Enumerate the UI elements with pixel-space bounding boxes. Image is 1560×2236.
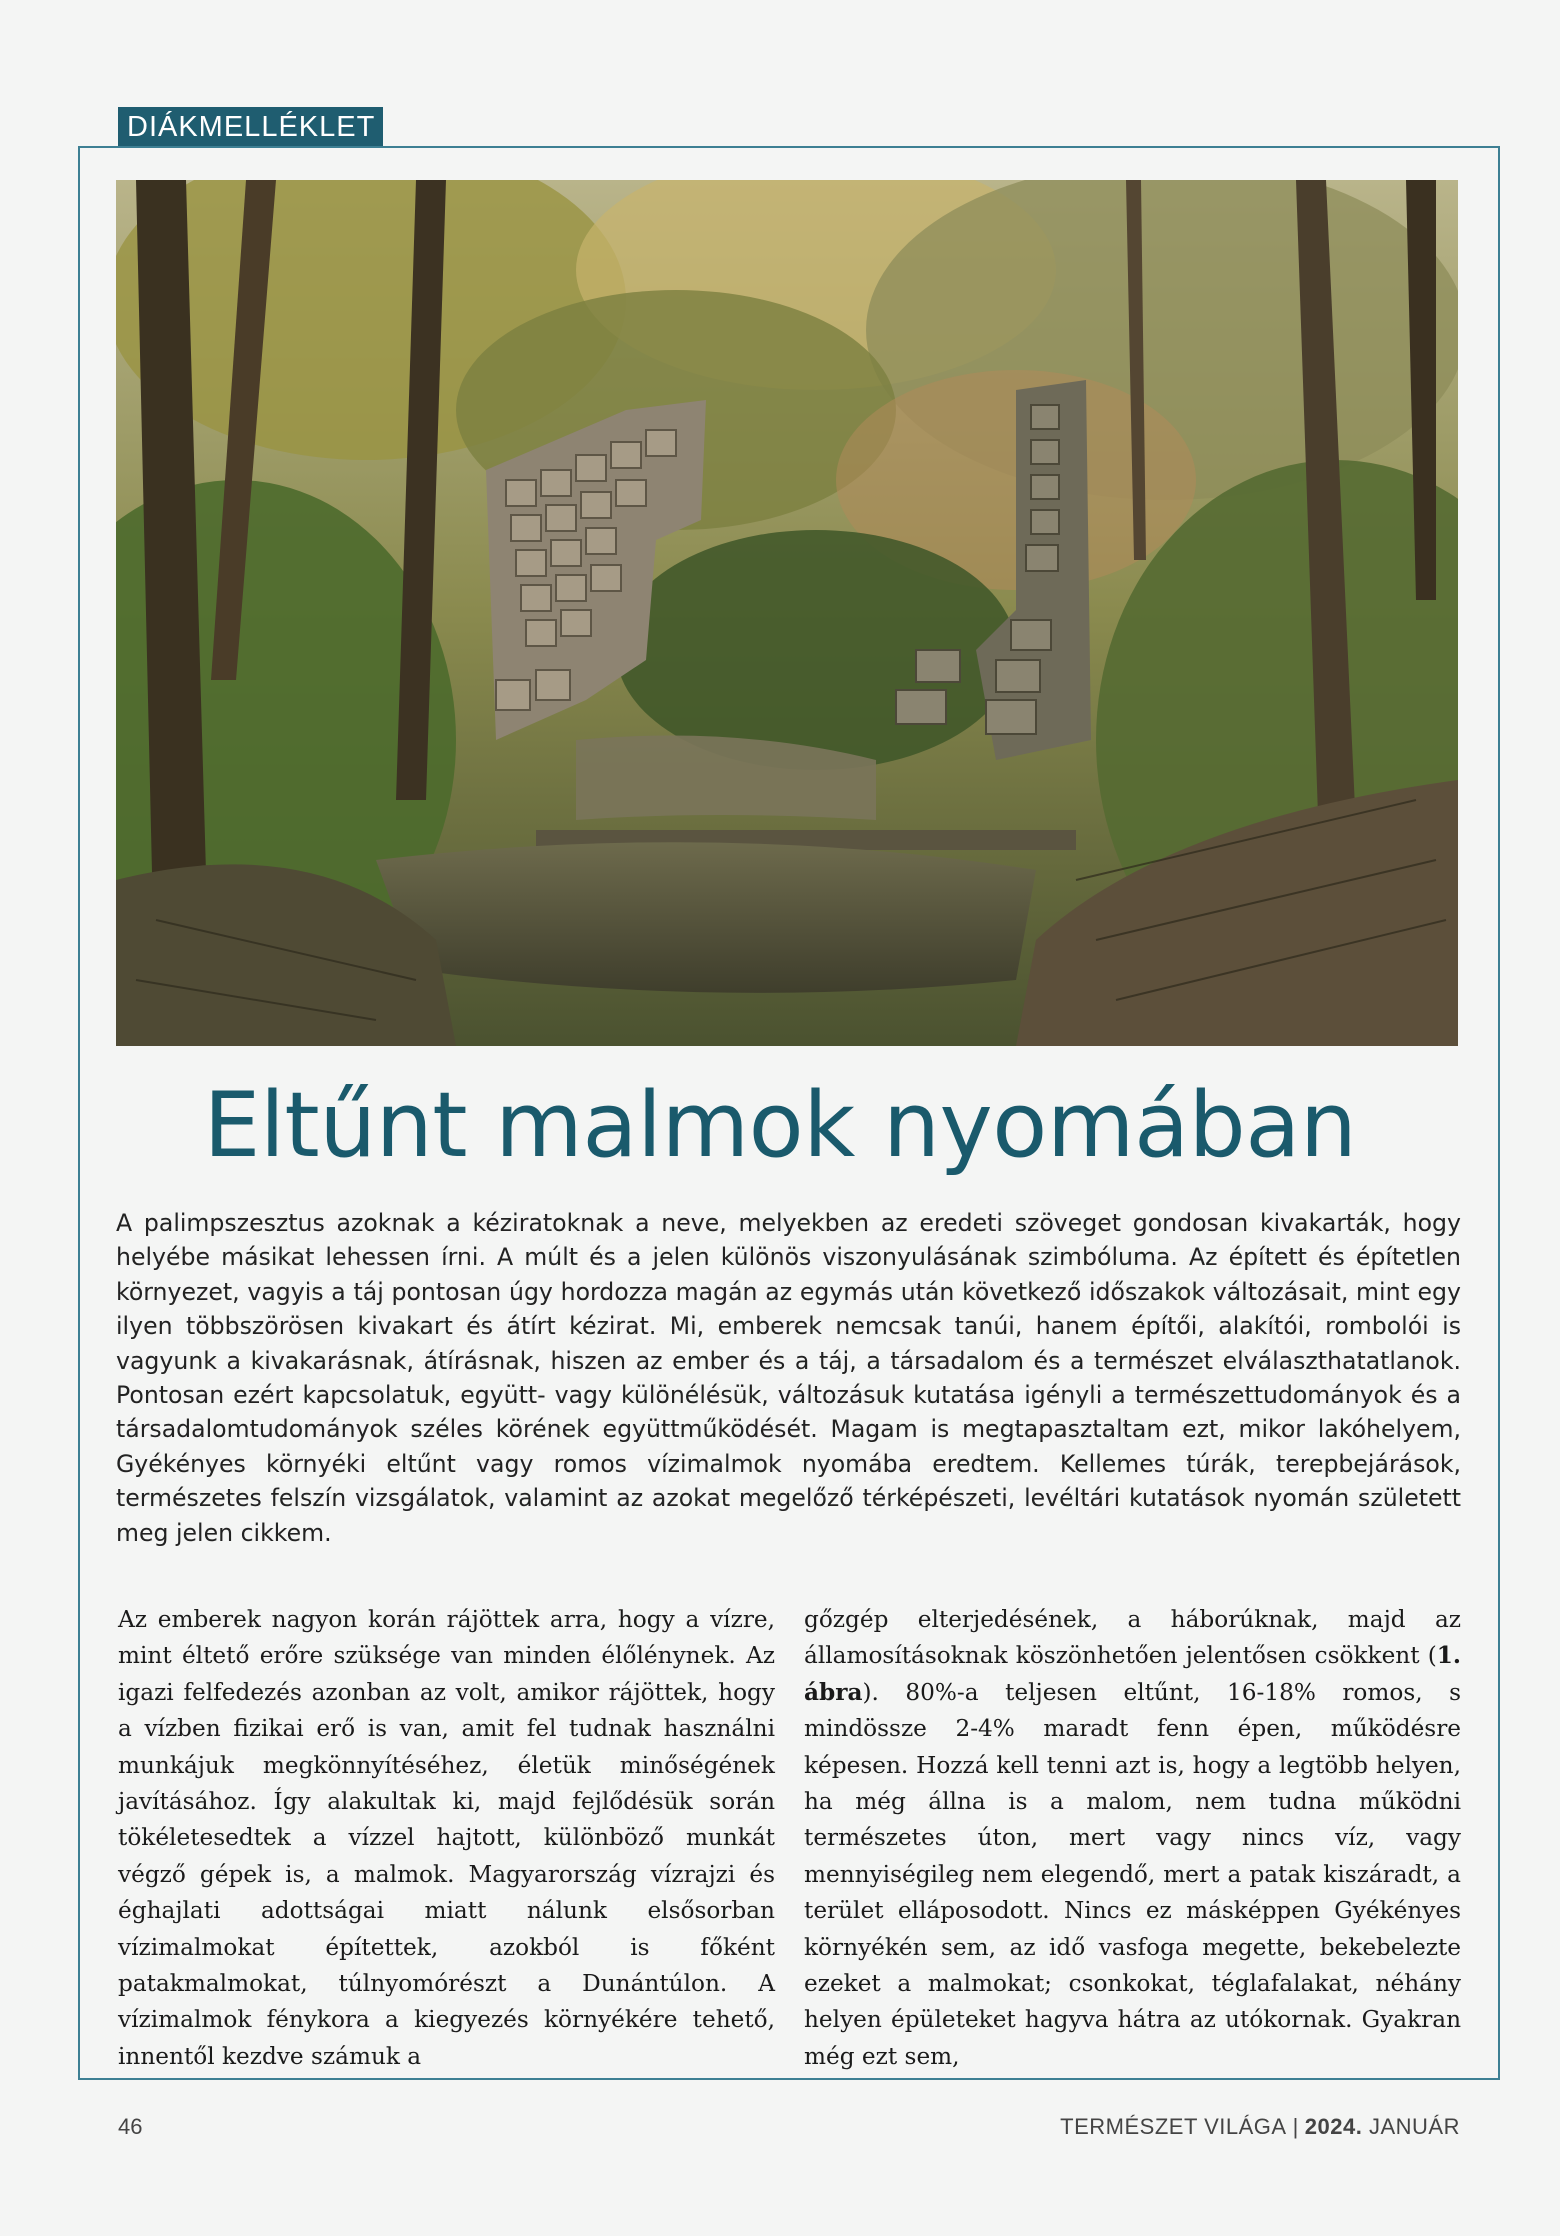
body-column-right	[804, 1602, 1461, 2075]
body-right-text-2: ). 80%-a teljesen eltűnt, 16-18% romos, s mindössze 2-4% maradt fenn épen, működésre képesen. Hozzá kell tenni azt is, hogy a legtöbb helyen, ha még állna is a malom, nem tudna működni természetes úton, mert vagy nincs víz, vagy mennyiségileg nem elegendő, mert a patak kiszáradt, a terület elláposodott. Nincs ez másképpen Gyékényes környékén sem, az idő vasfoga megette, bekebelezte ezeket a malmokat; csonkokat, téglafalakat, néhány helyen épületeket hagyva hátra az utókornak. Gyakran még ezt sem,	[804, 1678, 1461, 2070]
figure-reference: 1. ábra	[804, 1642, 1461, 1706]
mill-ruins-photo-icon	[116, 180, 1458, 1046]
footer-magazine	[1060, 2114, 1460, 2140]
page-number: 46	[118, 2114, 143, 2139]
body-right-text-1: gőzgép elterjedésének, a háborúknak, majd az államosításoknak köszönhetően jelentősen csökkent (	[804, 1606, 1461, 1670]
body-column-left: Az emberek nagyon korán rájöttek arra, hogy a vízre, mint éltető erőre szüksége van minden élőlénynek. Az igazi felfedezés azonban az volt, amikor rájöttek, hogy a vízben fizikai erő is van, amit fel tudnak használni munkájuk megkönnyítéséhez, életük minőségének javításához. Így alakultak ki, majd fejlődésük során tökéletesedtek a vízzel hajtott, különböző munkát végző gépek is, a malmok. Magyarország vízrajzi és éghajlati adottságai miatt nálunk elsősorban vízimalmokat építettek, azokból is főként patakmalmokat, túlnyomórészt a Dunántúlon. A vízimalmok fénykora a kiegyezés környékére tehető, innentől kezdve számuk a	[118, 1606, 775, 2070]
article-title: Eltűnt malmok nyomában	[203, 1073, 1357, 1178]
issue-year: 2024.	[1304, 2114, 1363, 2139]
article-lead: A palimpszesztus azoknak a kéziratoknak a neve, melyekben az eredeti szöveget gondosan kivakarták, hogy helyébe másikat lehessen írni. A múlt és a jelen különös viszonyulásának szimbóluma. Az épített és építetlen környezet, vagyis a táj pontosan úgy hordozza magán az egymás után következő időszakok változásait, mint egy ilyen többszörösen kivakart és átírt kézirat. Mi, emberek nemcsak tanúi, hanem építői, alakítói, rombolói is vagyunk a kivakarásnak, átírásnak, hiszen az ember és a táj, a társadalom és a természet elválaszthatatlanok. Pontosan ezért kapcsolatuk, együtt- vagy különélésük, változásuk kutatása igényli a természettudományok és a társadalomtudományok széles körének együttműködését. Magam is megtapasztaltam ezt, mikor lakóhelyem, Gyékényes környéki eltűnt vagy romos vízimalmok nyomába eredtem. Kellemes túrák, terepbejárások, természetes felszín vizsgálatok, valamint az azokat megelőző térképészeti, levéltári kutatások nyomán született meg jelen cikkem.	[116, 1209, 1461, 1547]
article-photo	[116, 180, 1458, 1046]
section-label: DIÁKMELLÉKLET	[118, 107, 383, 146]
issue-month: JANUÁR	[1368, 2114, 1460, 2139]
footer-separator: |	[1292, 2114, 1299, 2139]
magazine-name: TERMÉSZET VILÁGA	[1060, 2114, 1287, 2139]
